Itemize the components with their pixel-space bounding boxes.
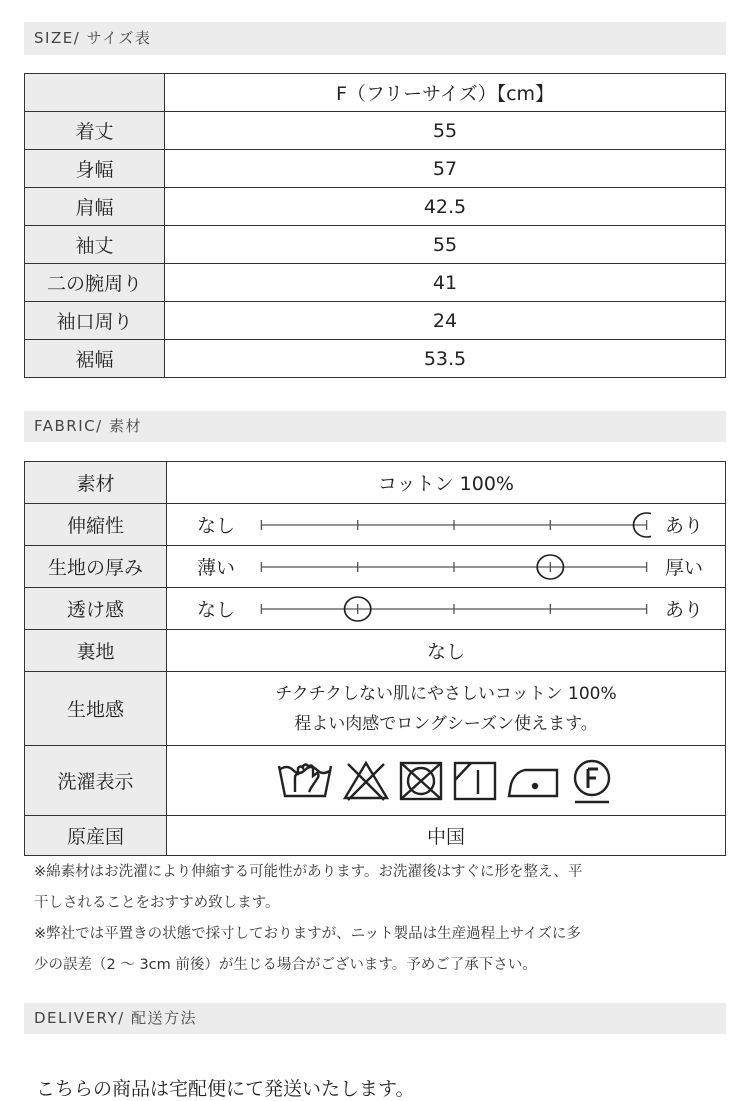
row-value: 57	[165, 150, 726, 188]
row-label: 裾幅	[25, 340, 165, 378]
row-label: 原産国	[25, 816, 167, 856]
table-row	[25, 226, 726, 264]
fabric-section-title: FABRIC/ 素材	[24, 411, 726, 442]
fabric-table	[24, 461, 726, 856]
iron-low-icon	[505, 758, 561, 804]
row-label: 袖丈	[25, 226, 165, 264]
row-label: 裏地	[25, 630, 167, 672]
table-row	[25, 630, 726, 672]
table-row	[25, 302, 726, 340]
row-label: 袖口周り	[25, 302, 165, 340]
care-icons	[167, 746, 726, 816]
line-dry-shade-icon	[451, 758, 499, 804]
row-value: 53.5	[165, 340, 726, 378]
note-line: ※弊社では平置きの状態で採寸しておりますが、ニット製品は生産過程上サイズに多	[34, 926, 581, 942]
note-line: ※綿素材はお洗濯により伸縮する可能性があります。お洗濯後はすぐに形を整え、平	[34, 864, 583, 880]
size-table	[24, 73, 726, 378]
note-line: 干しされることをおすすめ致します。	[34, 895, 280, 911]
row-label: 伸縮性	[25, 504, 167, 546]
table-row	[25, 816, 726, 856]
table-row	[25, 672, 726, 746]
lining-value: なし	[167, 630, 726, 672]
stretch-scale	[167, 504, 726, 546]
row-value: 24	[165, 302, 726, 340]
scale-track	[257, 510, 651, 540]
size-table-corner	[25, 74, 165, 112]
row-label: 生地の厚み	[25, 546, 167, 588]
row-label: 身幅	[25, 150, 165, 188]
scale-track	[257, 594, 651, 624]
note-line: 少の誤差（2 ～ 3cm 前後）が生じる場合がございます。予めご了承下さい。	[34, 957, 537, 973]
size-section-title: SIZE/ サイズ表	[24, 22, 726, 55]
table-row	[25, 588, 726, 630]
origin-value: 中国	[167, 816, 726, 856]
fabric-feel-line: 程よい肉感でロングシーズン使えます。	[294, 713, 598, 734]
no-tumble-dry-icon	[397, 758, 445, 804]
thickness-scale	[167, 546, 726, 588]
row-label: 肩幅	[25, 188, 165, 226]
row-value: 55	[165, 226, 726, 264]
scale-right-label: あり	[664, 599, 703, 621]
table-row	[25, 150, 726, 188]
scale-left-label: なし	[197, 515, 236, 537]
scale-right-label: あり	[664, 515, 703, 537]
scale-right-label: 厚い	[664, 557, 703, 579]
fabric-feel-line: チクチクしない肌にやさしいコットン 100%	[275, 683, 617, 704]
size-table-header: F（フリーサイズ）【cm】	[165, 74, 726, 112]
row-value: 42.5	[165, 188, 726, 226]
table-row	[25, 340, 726, 378]
table-row	[25, 188, 726, 226]
table-row	[25, 546, 726, 588]
table-row	[25, 112, 726, 150]
row-label: 透け感	[25, 588, 167, 630]
dry-clean-f-icon	[567, 756, 617, 806]
scale-left-label: 薄い	[197, 557, 236, 579]
scale-left-label: なし	[197, 599, 236, 621]
delivery-text: こちらの商品は宅配便にて発送いたします。	[36, 1078, 415, 1100]
material-value: コットン 100%	[167, 462, 726, 504]
table-row	[25, 264, 726, 302]
table-row	[25, 504, 726, 546]
table-row	[25, 462, 726, 504]
delivery-section-title: DELIVERY/ 配送方法	[24, 1003, 726, 1034]
scale-track	[257, 552, 651, 582]
sheerness-scale	[167, 588, 726, 630]
table-row	[25, 746, 726, 816]
no-bleach-icon	[341, 758, 391, 804]
row-label: 生地感	[25, 672, 167, 746]
row-value: 41	[165, 264, 726, 302]
row-label: 素材	[25, 462, 167, 504]
fabric-feel	[167, 672, 726, 746]
row-value: 55	[165, 112, 726, 150]
row-label: 洗濯表示	[25, 746, 167, 816]
hand-wash-icon	[275, 758, 335, 804]
notes	[34, 857, 724, 981]
row-label: 着丈	[25, 112, 165, 150]
row-label: 二の腕周り	[25, 264, 165, 302]
